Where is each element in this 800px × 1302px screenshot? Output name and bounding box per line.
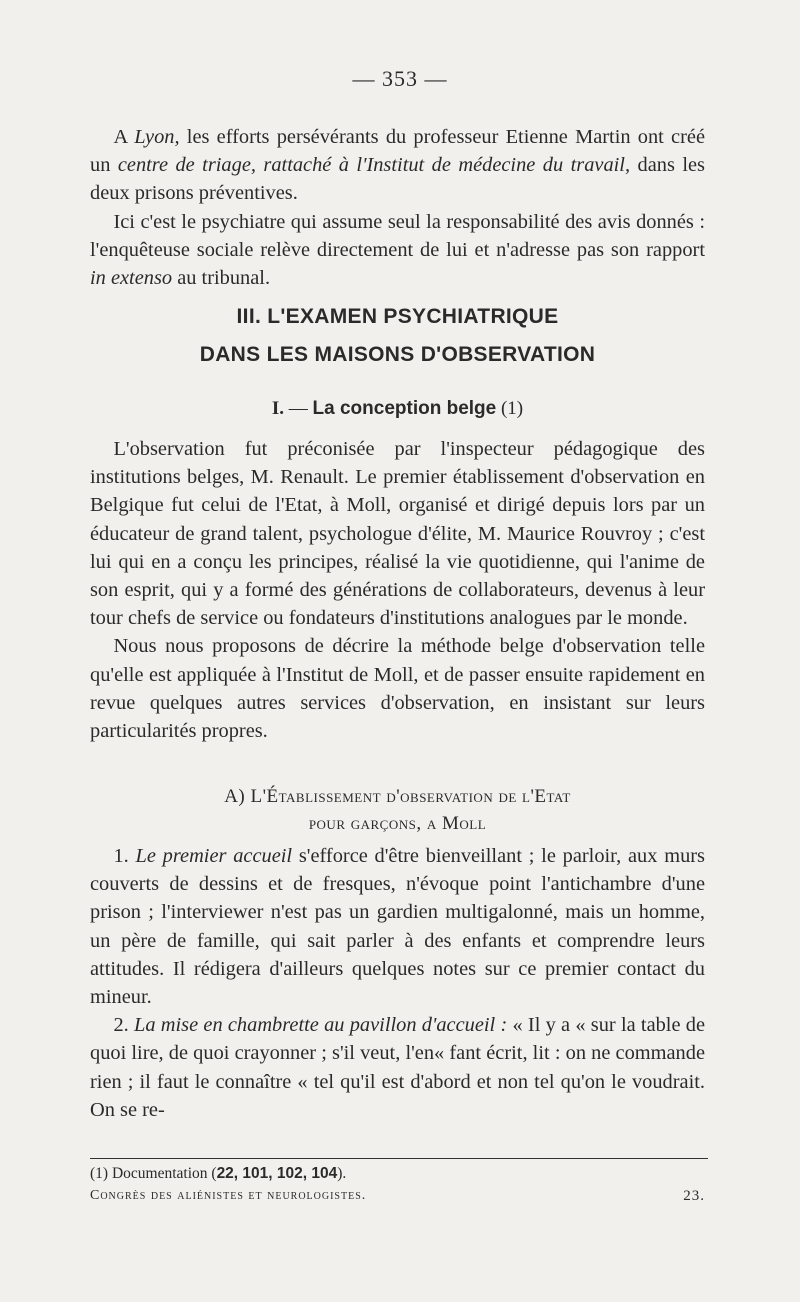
section-title: La conception belge	[312, 398, 497, 419]
moll-section	[90, 842, 705, 1124]
footnote-marker: (1)	[90, 1165, 109, 1182]
footnote	[90, 1165, 705, 1183]
roman-numeral: I.	[271, 398, 285, 419]
footnote-refs: 22, 101, 102, 104	[216, 1165, 338, 1182]
text: ).	[337, 1165, 347, 1182]
paragraph-accueil	[90, 842, 705, 1011]
italic-phrase: in extenso	[90, 267, 173, 290]
intro-section	[90, 123, 705, 292]
section-heading	[90, 398, 705, 420]
paragraph-psychiatre	[90, 208, 705, 293]
footnote-divider	[90, 1158, 708, 1159]
item-number: 2.	[113, 1014, 134, 1037]
page-footer	[90, 1188, 705, 1204]
text: dans les deux prisons préventives.	[90, 154, 705, 205]
paragraph-observation: L'observation fut préconisée par l'inspecteur pédagogique des institutions belges, M. Renault. Le premier établissement d'observation en Belgique fut celui de l'Etat, à Moll, organisé et dirigé depuis lors par un éducateur de grand talent, psychologue d'élite, M. Maurice Rouvroy ; c'est lui qui en a conçu les principes, réalisé la vie quotidienne, qui l'anime de son esprit, qui y a formé des générations de collaborateurs, devenus à leur tour chefs de service ou fondateurs d'institutions analogues par le monde.	[90, 438, 705, 630]
text: Ici c'est le psychiatre qui assume seul la responsabilité des avis donnés : l'enquêteuse sociale relève directement de lui et n'adresse pas son rapport	[90, 210, 705, 261]
item-number: 1.	[113, 845, 136, 867]
subsection-heading-line1: A) L'Établissement d'observation de l'Etat	[224, 786, 571, 807]
paragraph-methode: Nous nous proposons de décrire la méthode belge d'observation telle qu'elle est appliquée à l'Institut de Moll, et de passer ensuite rapidement en revue quelques autres services d'observation, en insistant sur leurs particularités propres.	[90, 635, 705, 743]
paragraph-lyon	[90, 123, 705, 208]
footer-signature: Congrès des aliénistes et neurologistes.	[90, 1188, 367, 1203]
subsection-heading	[90, 783, 705, 837]
paragraph-chambrette	[90, 1011, 705, 1124]
italic-phrase: Le premier accueil	[135, 845, 293, 867]
text: s'efforce d'être bienveillant ; le parloir, aux murs couverts de dessins et de fresques, n'évoque point l'antichambre d'une prison ; l'interviewer n'est pas un gardien multigalonné, mais un homme, un père de famille, qui sait parler à des enfants et comprendre leurs attitudes. Il rédigera d'ailleurs quelques notes sur ce premier contact du mineur.	[90, 845, 705, 1009]
text: A	[113, 126, 135, 148]
text: au tribunal.	[172, 267, 271, 290]
chapter-heading-line1: III. L'EXAMEN PSYCHIATRIQUE	[236, 305, 559, 328]
city-name: Lyon,	[134, 126, 180, 148]
dash: —	[284, 398, 313, 419]
chapter-heading-line2: DANS LES MAISONS D'OBSERVATION	[199, 343, 596, 366]
text: Documentation (	[108, 1165, 217, 1182]
italic-phrase: centre de triage, rattaché à l'Institut de médecine du travail,	[117, 154, 631, 177]
subsection-heading-line2: pour garçons, a Moll	[308, 813, 487, 834]
text: les efforts persévérants du professeur Etienne Martin ont créé un	[90, 126, 706, 177]
signature-number: 23.	[683, 1188, 705, 1204]
page-number: — 353 —	[352, 66, 448, 91]
belgian-section	[90, 435, 705, 745]
text: « Il y a « sur la table de quoi lire, de quoi crayonner ; s'il veut, l'en« fant écrit, lit : on ne commande rien ; il faut le connaître « tel qu'il est d'abord et non tel qu'on le voudrait. On se re-	[90, 1014, 706, 1121]
italic-phrase: La mise en chambrette au pavillon d'accueil :	[134, 1014, 508, 1037]
footnote-ref: (1)	[496, 398, 524, 419]
